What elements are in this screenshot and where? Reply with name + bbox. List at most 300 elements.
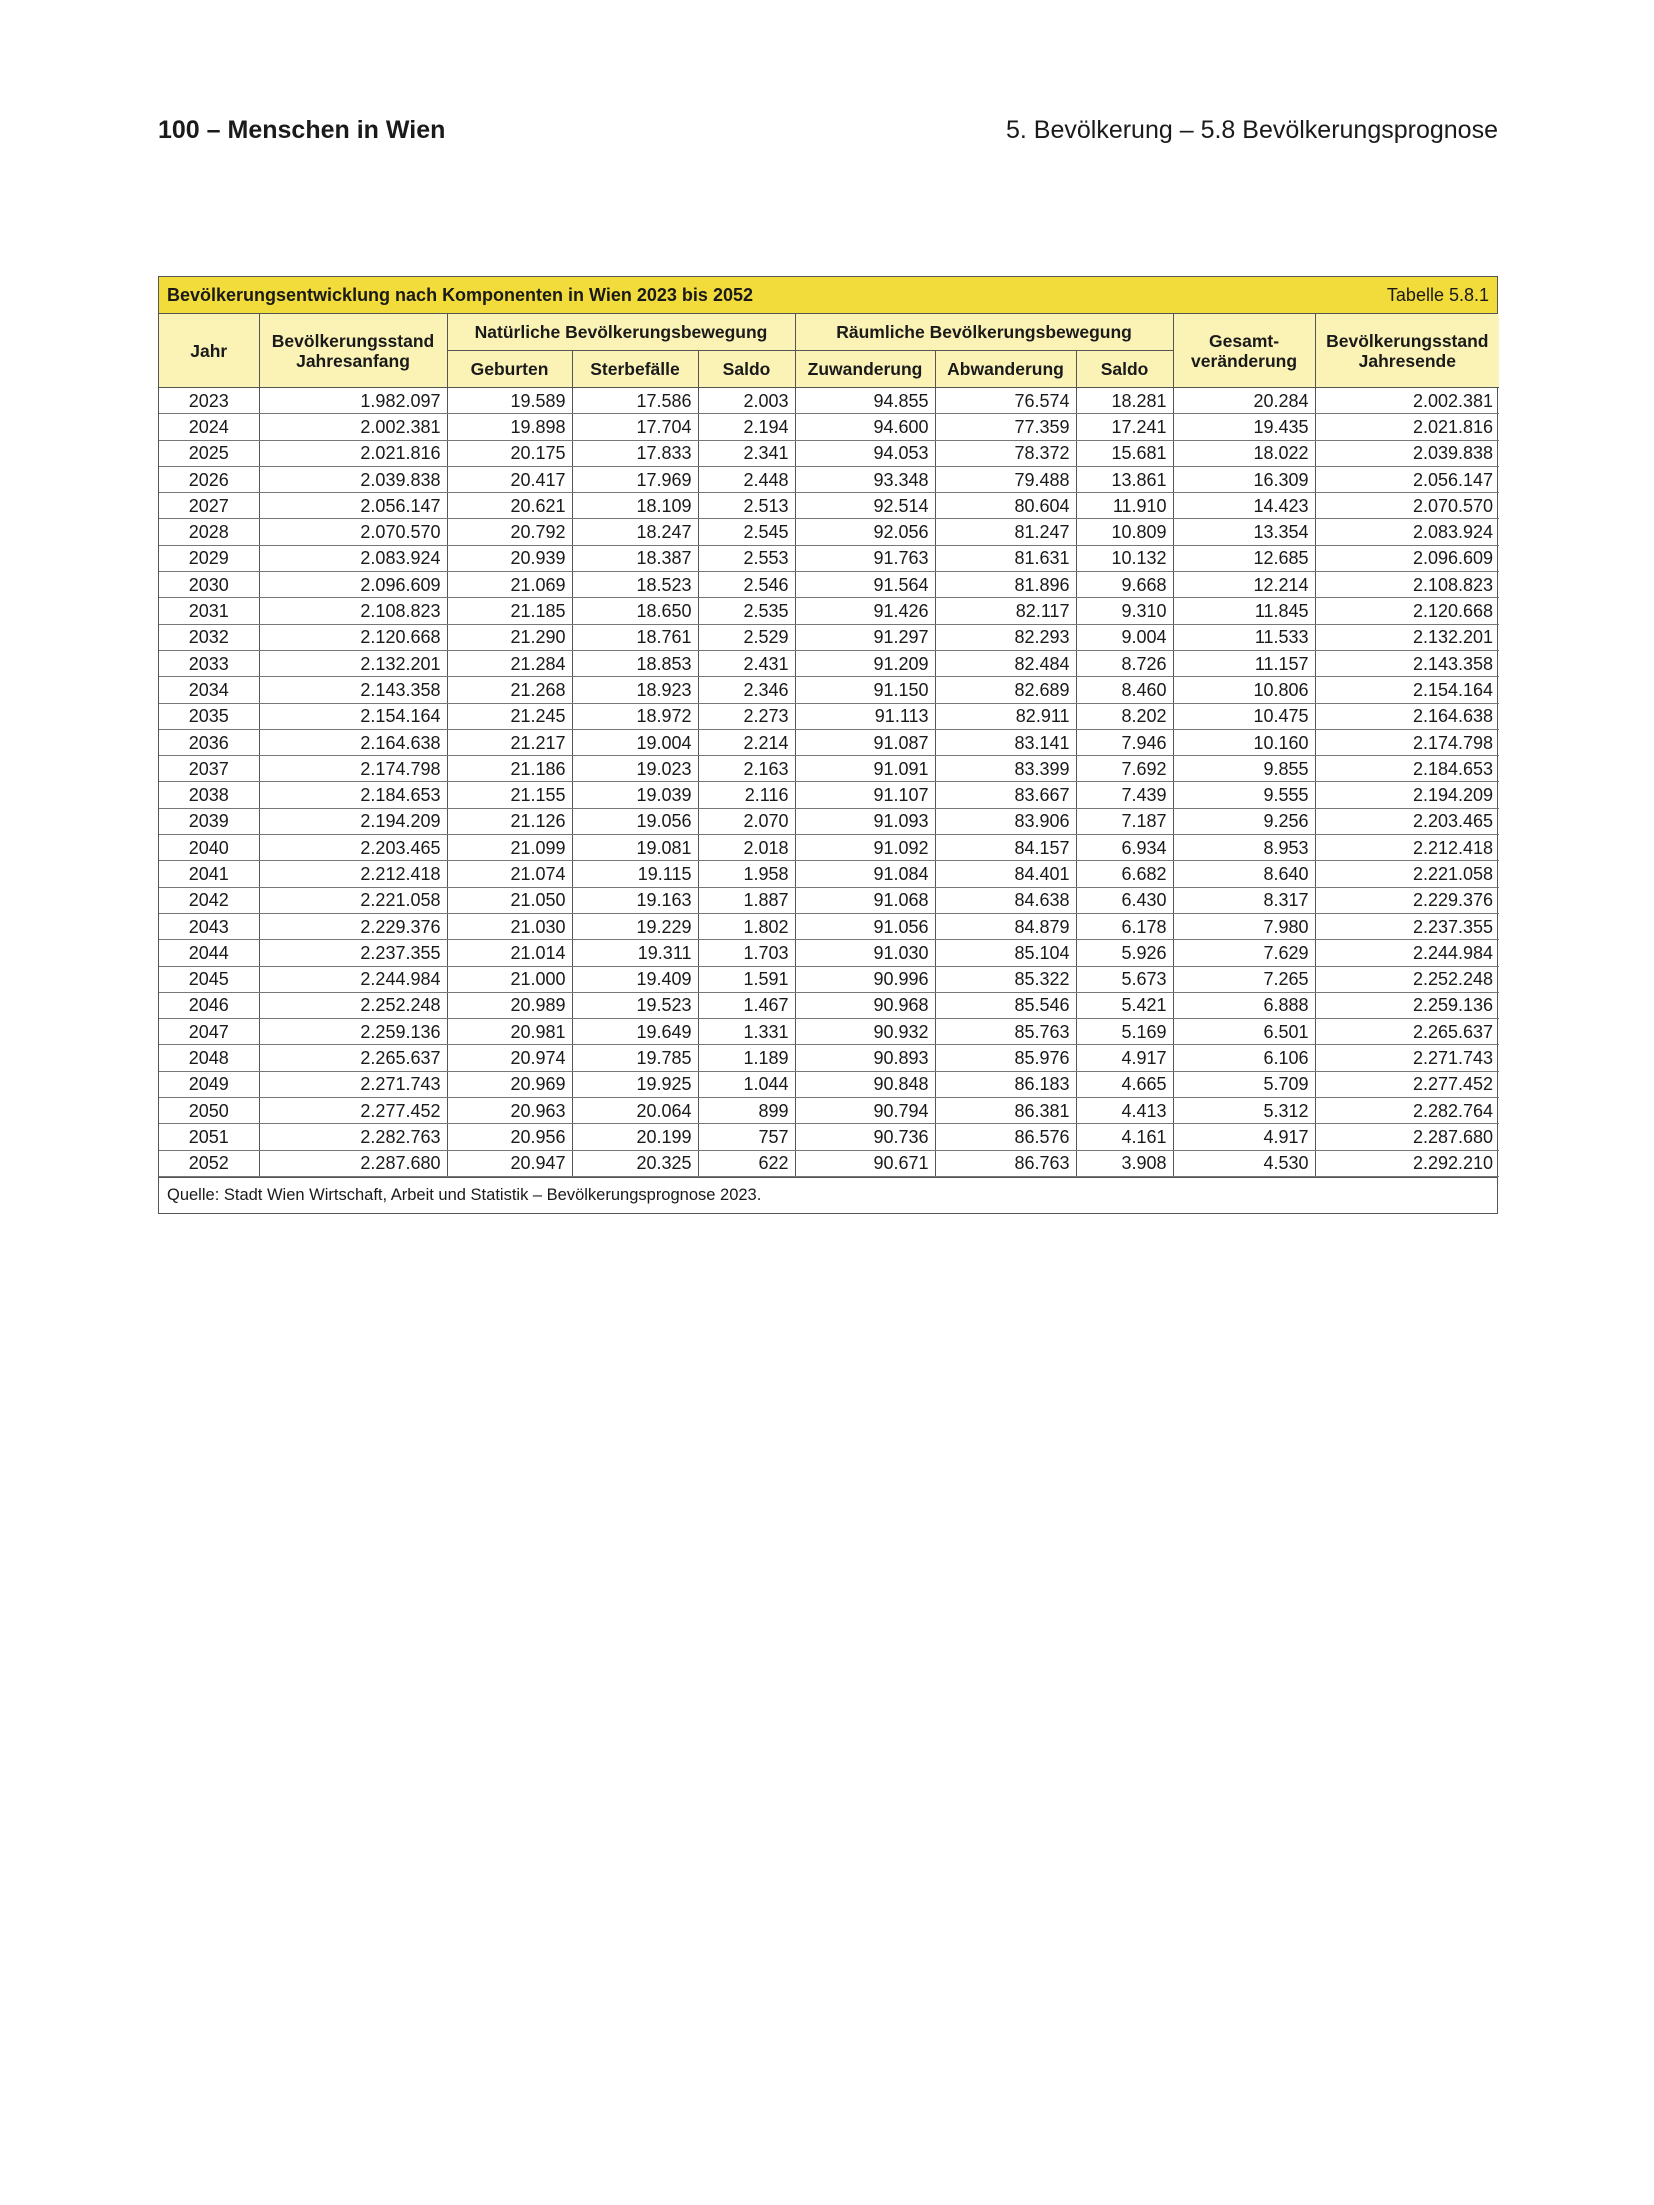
cell-stand-ende: 2.154.164 [1315, 677, 1499, 703]
cell-stand-anfang: 2.259.136 [259, 1019, 447, 1045]
cell-saldo-raum: 6.178 [1076, 913, 1173, 939]
cell-jahr: 2042 [159, 887, 259, 913]
cell-jahr: 2031 [159, 598, 259, 624]
table-row [159, 1019, 1499, 1045]
cell-saldo-raum: 4.161 [1076, 1124, 1173, 1150]
cell-zuwanderung: 91.564 [795, 572, 935, 598]
cell-saldo-raum: 8.726 [1076, 650, 1173, 676]
cell-saldo-nat: 2.513 [698, 493, 795, 519]
cell-geburten: 20.175 [447, 440, 572, 466]
cell-gesamt: 6.888 [1173, 992, 1315, 1018]
cell-stand-anfang: 2.021.816 [259, 440, 447, 466]
cell-saldo-nat: 2.553 [698, 545, 795, 571]
cell-jahr: 2045 [159, 966, 259, 992]
cell-zuwanderung: 91.084 [795, 861, 935, 887]
cell-jahr: 2023 [159, 388, 259, 414]
cell-geburten: 21.069 [447, 572, 572, 598]
cell-sterbefaelle: 19.925 [572, 1071, 698, 1097]
cell-stand-ende: 2.184.653 [1315, 756, 1499, 782]
cell-saldo-raum: 7.946 [1076, 729, 1173, 755]
cell-zuwanderung: 90.968 [795, 992, 935, 1018]
cell-saldo-nat: 622 [698, 1150, 795, 1176]
cell-gesamt: 9.855 [1173, 756, 1315, 782]
cell-geburten: 21.099 [447, 835, 572, 861]
cell-gesamt: 20.284 [1173, 388, 1315, 414]
cell-gesamt: 4.917 [1173, 1124, 1315, 1150]
cell-geburten: 21.074 [447, 861, 572, 887]
cell-sterbefaelle: 18.853 [572, 650, 698, 676]
cell-saldo-nat: 1.044 [698, 1071, 795, 1097]
cell-stand-anfang: 2.237.355 [259, 940, 447, 966]
cell-sterbefaelle: 19.004 [572, 729, 698, 755]
table-row [159, 414, 1499, 440]
cell-stand-ende: 2.277.452 [1315, 1071, 1499, 1097]
cell-geburten: 20.939 [447, 545, 572, 571]
cell-saldo-raum: 3.908 [1076, 1150, 1173, 1176]
cell-stand-ende: 2.096.609 [1315, 545, 1499, 571]
cell-stand-anfang: 2.083.924 [259, 545, 447, 571]
cell-saldo-nat: 2.070 [698, 808, 795, 834]
cell-sterbefaelle: 19.785 [572, 1045, 698, 1071]
cell-stand-ende: 2.229.376 [1315, 887, 1499, 913]
cell-geburten: 21.245 [447, 703, 572, 729]
header-saldo-raum: Saldo [1076, 351, 1173, 388]
cell-zuwanderung: 90.996 [795, 966, 935, 992]
header-stand-ende: Bevölkerungsstand Jahresende [1315, 314, 1499, 388]
cell-sterbefaelle: 18.972 [572, 703, 698, 729]
cell-saldo-nat: 1.331 [698, 1019, 795, 1045]
cell-sterbefaelle: 19.023 [572, 756, 698, 782]
cell-saldo-raum: 7.692 [1076, 756, 1173, 782]
cell-saldo-nat: 2.545 [698, 519, 795, 545]
cell-stand-ende: 2.237.355 [1315, 913, 1499, 939]
cell-jahr: 2048 [159, 1045, 259, 1071]
cell-geburten: 20.981 [447, 1019, 572, 1045]
cell-abwanderung: 82.911 [935, 703, 1076, 729]
cell-stand-ende: 2.056.147 [1315, 466, 1499, 492]
cell-stand-ende: 2.194.209 [1315, 782, 1499, 808]
table-row [159, 913, 1499, 939]
cell-jahr: 2024 [159, 414, 259, 440]
cell-saldo-nat: 2.535 [698, 598, 795, 624]
page-header [158, 112, 1498, 148]
cell-stand-anfang: 2.143.358 [259, 677, 447, 703]
cell-stand-anfang: 2.002.381 [259, 414, 447, 440]
cell-abwanderung: 86.576 [935, 1124, 1076, 1150]
cell-stand-anfang: 2.229.376 [259, 913, 447, 939]
cell-abwanderung: 86.183 [935, 1071, 1076, 1097]
cell-saldo-nat: 1.887 [698, 887, 795, 913]
cell-gesamt: 12.214 [1173, 572, 1315, 598]
cell-stand-ende: 2.021.816 [1315, 414, 1499, 440]
cell-geburten: 21.155 [447, 782, 572, 808]
cell-saldo-raum: 4.413 [1076, 1098, 1173, 1124]
table-row [159, 545, 1499, 571]
cell-saldo-nat: 1.189 [698, 1045, 795, 1071]
cell-zuwanderung: 90.671 [795, 1150, 935, 1176]
cell-geburten: 20.989 [447, 992, 572, 1018]
cell-saldo-raum: 6.682 [1076, 861, 1173, 887]
cell-stand-anfang: 2.154.164 [259, 703, 447, 729]
cell-stand-anfang: 2.212.418 [259, 861, 447, 887]
table-row [159, 1098, 1499, 1124]
cell-zuwanderung: 91.056 [795, 913, 935, 939]
cell-jahr: 2040 [159, 835, 259, 861]
cell-zuwanderung: 90.794 [795, 1098, 935, 1124]
cell-abwanderung: 84.879 [935, 913, 1076, 939]
cell-geburten: 21.186 [447, 756, 572, 782]
cell-saldo-nat: 2.546 [698, 572, 795, 598]
cell-jahr: 2043 [159, 913, 259, 939]
cell-jahr: 2030 [159, 572, 259, 598]
cell-zuwanderung: 91.426 [795, 598, 935, 624]
cell-zuwanderung: 91.107 [795, 782, 935, 808]
cell-abwanderung: 77.359 [935, 414, 1076, 440]
cell-zuwanderung: 91.763 [795, 545, 935, 571]
cell-jahr: 2038 [159, 782, 259, 808]
cell-sterbefaelle: 19.056 [572, 808, 698, 834]
table-row [159, 572, 1499, 598]
cell-abwanderung: 83.667 [935, 782, 1076, 808]
cell-stand-ende: 2.282.764 [1315, 1098, 1499, 1124]
cell-sterbefaelle: 19.229 [572, 913, 698, 939]
cell-gesamt: 8.317 [1173, 887, 1315, 913]
cell-gesamt: 7.265 [1173, 966, 1315, 992]
header-saldo-nat: Saldo [698, 351, 795, 388]
cell-jahr: 2050 [159, 1098, 259, 1124]
cell-saldo-raum: 8.202 [1076, 703, 1173, 729]
cell-abwanderung: 85.322 [935, 966, 1076, 992]
cell-gesamt: 16.309 [1173, 466, 1315, 492]
table-row [159, 519, 1499, 545]
cell-stand-ende: 2.252.248 [1315, 966, 1499, 992]
cell-stand-anfang: 2.184.653 [259, 782, 447, 808]
cell-zuwanderung: 91.297 [795, 624, 935, 650]
cell-zuwanderung: 94.053 [795, 440, 935, 466]
cell-stand-anfang: 2.287.680 [259, 1150, 447, 1176]
cell-stand-ende: 2.002.381 [1315, 388, 1499, 414]
cell-stand-anfang: 2.194.209 [259, 808, 447, 834]
cell-saldo-raum: 10.809 [1076, 519, 1173, 545]
cell-zuwanderung: 91.150 [795, 677, 935, 703]
cell-sterbefaelle: 17.833 [572, 440, 698, 466]
cell-saldo-raum: 13.861 [1076, 466, 1173, 492]
cell-zuwanderung: 90.893 [795, 1045, 935, 1071]
cell-saldo-nat: 1.802 [698, 913, 795, 939]
cell-gesamt: 8.640 [1173, 861, 1315, 887]
cell-stand-anfang: 2.132.201 [259, 650, 447, 676]
cell-geburten: 21.217 [447, 729, 572, 755]
cell-gesamt: 4.530 [1173, 1150, 1315, 1176]
cell-saldo-nat: 2.529 [698, 624, 795, 650]
cell-jahr: 2027 [159, 493, 259, 519]
header-zuwanderung: Zuwanderung [795, 351, 935, 388]
cell-sterbefaelle: 17.969 [572, 466, 698, 492]
cell-zuwanderung: 91.068 [795, 887, 935, 913]
cell-jahr: 2033 [159, 650, 259, 676]
cell-sterbefaelle: 18.761 [572, 624, 698, 650]
cell-jahr: 2026 [159, 466, 259, 492]
cell-stand-anfang: 2.221.058 [259, 887, 447, 913]
cell-stand-anfang: 2.203.465 [259, 835, 447, 861]
table-row [159, 887, 1499, 913]
cell-stand-anfang: 2.282.763 [259, 1124, 447, 1150]
cell-jahr: 2051 [159, 1124, 259, 1150]
cell-geburten: 21.126 [447, 808, 572, 834]
cell-abwanderung: 85.976 [935, 1045, 1076, 1071]
cell-saldo-nat: 2.194 [698, 414, 795, 440]
cell-zuwanderung: 91.209 [795, 650, 935, 676]
cell-geburten: 21.268 [447, 677, 572, 703]
cell-jahr: 2039 [159, 808, 259, 834]
table-row [159, 1150, 1499, 1176]
cell-jahr: 2028 [159, 519, 259, 545]
cell-sterbefaelle: 20.325 [572, 1150, 698, 1176]
table-row [159, 466, 1499, 492]
cell-saldo-nat: 2.018 [698, 835, 795, 861]
cell-sterbefaelle: 18.523 [572, 572, 698, 598]
cell-saldo-nat: 2.116 [698, 782, 795, 808]
cell-gesamt: 18.022 [1173, 440, 1315, 466]
cell-saldo-nat: 899 [698, 1098, 795, 1124]
header-abwanderung: Abwanderung [935, 351, 1076, 388]
table-label: Tabelle 5.8.1 [1386, 284, 1489, 305]
cell-zuwanderung: 91.091 [795, 756, 935, 782]
cell-stand-ende: 2.287.680 [1315, 1124, 1499, 1150]
cell-stand-ende: 2.143.358 [1315, 650, 1499, 676]
cell-jahr: 2046 [159, 992, 259, 1018]
cell-abwanderung: 83.906 [935, 808, 1076, 834]
table-row [159, 677, 1499, 703]
table-row [159, 1045, 1499, 1071]
cell-jahr: 2049 [159, 1071, 259, 1097]
cell-gesamt: 9.256 [1173, 808, 1315, 834]
cell-gesamt: 19.435 [1173, 414, 1315, 440]
table-caption [159, 277, 1497, 314]
cell-saldo-raum: 8.460 [1076, 677, 1173, 703]
cell-gesamt: 8.953 [1173, 835, 1315, 861]
cell-saldo-nat: 2.448 [698, 466, 795, 492]
cell-abwanderung: 82.293 [935, 624, 1076, 650]
cell-geburten: 21.290 [447, 624, 572, 650]
cell-stand-ende: 2.174.798 [1315, 729, 1499, 755]
cell-saldo-nat: 1.591 [698, 966, 795, 992]
cell-sterbefaelle: 19.649 [572, 1019, 698, 1045]
header-stand-anfang: Bevölkerungsstand Jahresanfang [259, 314, 447, 388]
cell-geburten: 21.030 [447, 913, 572, 939]
cell-gesamt: 9.555 [1173, 782, 1315, 808]
cell-saldo-raum: 17.241 [1076, 414, 1173, 440]
cell-zuwanderung: 90.932 [795, 1019, 935, 1045]
cell-stand-ende: 2.039.838 [1315, 440, 1499, 466]
cell-gesamt: 10.475 [1173, 703, 1315, 729]
header-jahr: Jahr [159, 314, 259, 388]
table-body [159, 388, 1499, 1177]
cell-abwanderung: 85.763 [935, 1019, 1076, 1045]
population-table [158, 276, 1498, 1214]
cell-gesamt: 5.312 [1173, 1098, 1315, 1124]
cell-saldo-raum: 6.430 [1076, 887, 1173, 913]
cell-geburten: 21.014 [447, 940, 572, 966]
page-header-left: 100 – Menschen in Wien [158, 115, 446, 144]
cell-gesamt: 7.980 [1173, 913, 1315, 939]
cell-stand-anfang: 2.096.609 [259, 572, 447, 598]
cell-geburten: 20.792 [447, 519, 572, 545]
table-row [159, 493, 1499, 519]
cell-saldo-nat: 2.214 [698, 729, 795, 755]
header-natuerlich: Natürliche Bevölkerungsbewegung [447, 314, 795, 351]
cell-abwanderung: 76.574 [935, 388, 1076, 414]
cell-jahr: 2041 [159, 861, 259, 887]
table-row [159, 703, 1499, 729]
cell-gesamt: 14.423 [1173, 493, 1315, 519]
cell-stand-ende: 2.212.418 [1315, 835, 1499, 861]
cell-saldo-raum: 9.310 [1076, 598, 1173, 624]
cell-stand-anfang: 2.039.838 [259, 466, 447, 492]
page-header-right: 5. Bevölkerung – 5.8 Bevölkerungsprognose [1006, 115, 1498, 144]
cell-saldo-nat: 2.273 [698, 703, 795, 729]
cell-geburten: 20.956 [447, 1124, 572, 1150]
cell-zuwanderung: 94.855 [795, 388, 935, 414]
table-row [159, 940, 1499, 966]
cell-saldo-raum: 6.934 [1076, 835, 1173, 861]
cell-sterbefaelle: 19.039 [572, 782, 698, 808]
cell-stand-ende: 2.292.210 [1315, 1150, 1499, 1176]
cell-stand-anfang: 2.174.798 [259, 756, 447, 782]
cell-zuwanderung: 91.087 [795, 729, 935, 755]
cell-sterbefaelle: 18.387 [572, 545, 698, 571]
cell-abwanderung: 79.488 [935, 466, 1076, 492]
cell-saldo-nat: 1.467 [698, 992, 795, 1018]
cell-saldo-raum: 7.439 [1076, 782, 1173, 808]
cell-jahr: 2036 [159, 729, 259, 755]
cell-sterbefaelle: 19.311 [572, 940, 698, 966]
cell-stand-ende: 2.221.058 [1315, 861, 1499, 887]
cell-jahr: 2052 [159, 1150, 259, 1176]
cell-stand-anfang: 2.244.984 [259, 966, 447, 992]
table-row [159, 1071, 1499, 1097]
cell-abwanderung: 80.604 [935, 493, 1076, 519]
table-title: Bevölkerungsentwicklung nach Komponenten in Wien 2023 bis 2052 [167, 284, 753, 305]
cell-abwanderung: 86.381 [935, 1098, 1076, 1124]
cell-stand-ende: 2.083.924 [1315, 519, 1499, 545]
cell-gesamt: 11.533 [1173, 624, 1315, 650]
cell-sterbefaelle: 17.704 [572, 414, 698, 440]
cell-stand-ende: 2.070.570 [1315, 493, 1499, 519]
cell-sterbefaelle: 19.409 [572, 966, 698, 992]
cell-gesamt: 12.685 [1173, 545, 1315, 571]
cell-abwanderung: 83.141 [935, 729, 1076, 755]
table-row [159, 966, 1499, 992]
cell-saldo-raum: 5.169 [1076, 1019, 1173, 1045]
cell-saldo-raum: 4.917 [1076, 1045, 1173, 1071]
cell-saldo-raum: 15.681 [1076, 440, 1173, 466]
cell-sterbefaelle: 19.163 [572, 887, 698, 913]
cell-sterbefaelle: 19.115 [572, 861, 698, 887]
cell-abwanderung: 81.896 [935, 572, 1076, 598]
cell-geburten: 20.947 [447, 1150, 572, 1176]
cell-geburten: 19.589 [447, 388, 572, 414]
cell-geburten: 21.050 [447, 887, 572, 913]
cell-abwanderung: 85.104 [935, 940, 1076, 966]
cell-geburten: 20.974 [447, 1045, 572, 1071]
cell-stand-anfang: 2.070.570 [259, 519, 447, 545]
table-row [159, 729, 1499, 755]
cell-stand-ende: 2.132.201 [1315, 624, 1499, 650]
cell-gesamt: 7.629 [1173, 940, 1315, 966]
table-row [159, 756, 1499, 782]
cell-saldo-nat: 2.003 [698, 388, 795, 414]
cell-abwanderung: 84.157 [935, 835, 1076, 861]
cell-geburten: 21.000 [447, 966, 572, 992]
cell-geburten: 19.898 [447, 414, 572, 440]
header-raeumlich: Räumliche Bevölkerungsbewegung [795, 314, 1173, 351]
cell-saldo-raum: 7.187 [1076, 808, 1173, 834]
table-row [159, 1124, 1499, 1150]
cell-abwanderung: 83.399 [935, 756, 1076, 782]
cell-stand-ende: 2.265.637 [1315, 1019, 1499, 1045]
cell-geburten: 21.185 [447, 598, 572, 624]
cell-saldo-raum: 5.926 [1076, 940, 1173, 966]
table-source: Quelle: Stadt Wien Wirtschaft, Arbeit und Statistik – Bevölkerungsprognose 2023. [159, 1177, 1497, 1213]
cell-jahr: 2044 [159, 940, 259, 966]
header-sterbefaelle: Sterbefälle [572, 351, 698, 388]
cell-stand-ende: 2.164.638 [1315, 703, 1499, 729]
table-row [159, 835, 1499, 861]
cell-zuwanderung: 91.092 [795, 835, 935, 861]
cell-saldo-raum: 9.004 [1076, 624, 1173, 650]
cell-saldo-raum: 5.673 [1076, 966, 1173, 992]
cell-saldo-raum: 5.421 [1076, 992, 1173, 1018]
cell-jahr: 2032 [159, 624, 259, 650]
cell-stand-anfang: 2.277.452 [259, 1098, 447, 1124]
cell-gesamt: 11.845 [1173, 598, 1315, 624]
cell-sterbefaelle: 18.650 [572, 598, 698, 624]
cell-sterbefaelle: 19.081 [572, 835, 698, 861]
cell-sterbefaelle: 18.247 [572, 519, 698, 545]
cell-abwanderung: 82.117 [935, 598, 1076, 624]
cell-stand-ende: 2.203.465 [1315, 808, 1499, 834]
cell-stand-anfang: 2.120.668 [259, 624, 447, 650]
data-table [159, 314, 1499, 1177]
cell-gesamt: 10.160 [1173, 729, 1315, 755]
cell-zuwanderung: 90.848 [795, 1071, 935, 1097]
cell-gesamt: 13.354 [1173, 519, 1315, 545]
cell-stand-ende: 2.271.743 [1315, 1045, 1499, 1071]
cell-saldo-raum: 18.281 [1076, 388, 1173, 414]
cell-stand-anfang: 2.252.248 [259, 992, 447, 1018]
cell-sterbefaelle: 19.523 [572, 992, 698, 1018]
cell-geburten: 21.284 [447, 650, 572, 676]
cell-geburten: 20.417 [447, 466, 572, 492]
table-row [159, 388, 1499, 414]
table-row [159, 782, 1499, 808]
cell-zuwanderung: 91.030 [795, 940, 935, 966]
cell-zuwanderung: 92.514 [795, 493, 935, 519]
header-gesamt: Gesamt-veränderung [1173, 314, 1315, 388]
cell-stand-anfang: 2.108.823 [259, 598, 447, 624]
cell-saldo-nat: 757 [698, 1124, 795, 1150]
cell-stand-anfang: 2.056.147 [259, 493, 447, 519]
cell-jahr: 2035 [159, 703, 259, 729]
cell-gesamt: 11.157 [1173, 650, 1315, 676]
cell-saldo-raum: 4.665 [1076, 1071, 1173, 1097]
cell-zuwanderung: 93.348 [795, 466, 935, 492]
table-row [159, 440, 1499, 466]
cell-stand-ende: 2.244.984 [1315, 940, 1499, 966]
cell-gesamt: 6.501 [1173, 1019, 1315, 1045]
cell-abwanderung: 82.484 [935, 650, 1076, 676]
